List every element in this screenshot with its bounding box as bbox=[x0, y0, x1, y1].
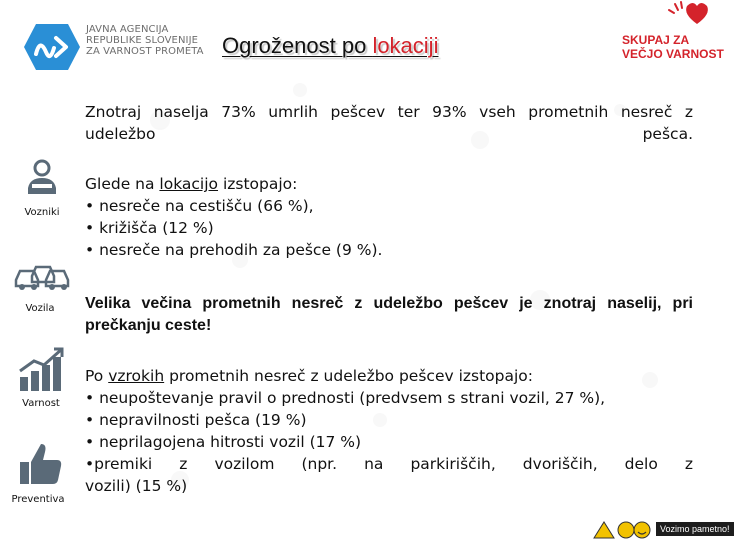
location-bullet-2: • križišča (12 %) bbox=[85, 219, 214, 237]
agency-name bbox=[86, 24, 204, 57]
causes-lead-keyword: vzrokih bbox=[108, 367, 165, 385]
title-highlight: lokaciji bbox=[372, 33, 439, 58]
agency-logo-icon bbox=[22, 22, 82, 72]
campaign-line-2: VEČJO VARNOST bbox=[622, 47, 724, 61]
causes-bullet-3: • neprilagojena hitrosti vozil (17 %) bbox=[85, 433, 362, 451]
intro-line-1: Znotraj naselja 73% umrlih pešcev ter 93% vseh prometnih nesreč z bbox=[85, 103, 693, 121]
highlight-line-2: prečkanju ceste! bbox=[85, 317, 212, 334]
causes-bullet-4-line-1: •premiki z vozilom (npr. na parkiriščih, dvoriščih, delo z bbox=[85, 455, 693, 473]
vehicles-icon bbox=[12, 256, 70, 292]
location-bullet-3: • nesreče na prehodih za pešce (9 %). bbox=[85, 241, 383, 259]
causes-block bbox=[85, 365, 693, 497]
location-bullet-1: • nesreče na cestišču (66 %), bbox=[85, 197, 314, 215]
campaign-line-1: SKUPAJ ZA bbox=[622, 33, 690, 47]
sidebar-label-vozniki: Vozniki bbox=[24, 207, 60, 218]
agency-line-2: REPUBLIKE SLOVENIJE bbox=[86, 35, 199, 46]
agency-line-1: JAVNA AGENCIJA bbox=[86, 24, 169, 35]
location-block bbox=[85, 173, 693, 261]
causes-bullet-1: • neupoštevanje pravil o prednosti (predvsem s strani vozil, 27 %), bbox=[85, 389, 606, 407]
causes-lead-b: prometnih nesreč z udeležbo pešcev izstopajo: bbox=[164, 367, 534, 385]
thumbs-up-icon bbox=[16, 440, 64, 488]
campaign-logo-text bbox=[622, 33, 724, 61]
page-title bbox=[222, 33, 438, 59]
driver-icon bbox=[22, 158, 62, 198]
title-text: Ogroženost po bbox=[222, 33, 373, 58]
causes-lead-a: Po bbox=[85, 367, 109, 385]
sidebar-label-vozila: Vozila bbox=[25, 303, 55, 314]
intro-text-udelezbo: udeležbo bbox=[85, 125, 156, 143]
location-lead bbox=[85, 173, 693, 195]
location-lead-a: Glede na bbox=[85, 175, 160, 193]
location-lead-keyword: lokacijo bbox=[159, 175, 219, 193]
causes-lead bbox=[85, 365, 693, 387]
agency-line-3: ZA VARNOST PROMETA bbox=[86, 46, 204, 57]
intro-line-2 bbox=[85, 123, 693, 145]
causes-bullet-4-line-2: vozili) (15 %) bbox=[85, 477, 188, 495]
highlight-line-1: Velika večina prometnih nesreč z udeležbo pešcev je znotraj naselij, pri bbox=[85, 295, 693, 312]
sidebar-label-preventiva: Preventiva bbox=[11, 494, 65, 505]
footer-brand: Vozimo pametno! bbox=[656, 522, 734, 536]
intro-text-pesca: pešca. bbox=[642, 125, 693, 143]
location-lead-b: izstopajo: bbox=[218, 175, 298, 193]
causes-bullet-2: • nepravilnosti pešca (19 %) bbox=[85, 411, 307, 429]
sidebar-label-varnost: Varnost bbox=[22, 398, 60, 409]
chart-up-icon bbox=[18, 347, 66, 391]
